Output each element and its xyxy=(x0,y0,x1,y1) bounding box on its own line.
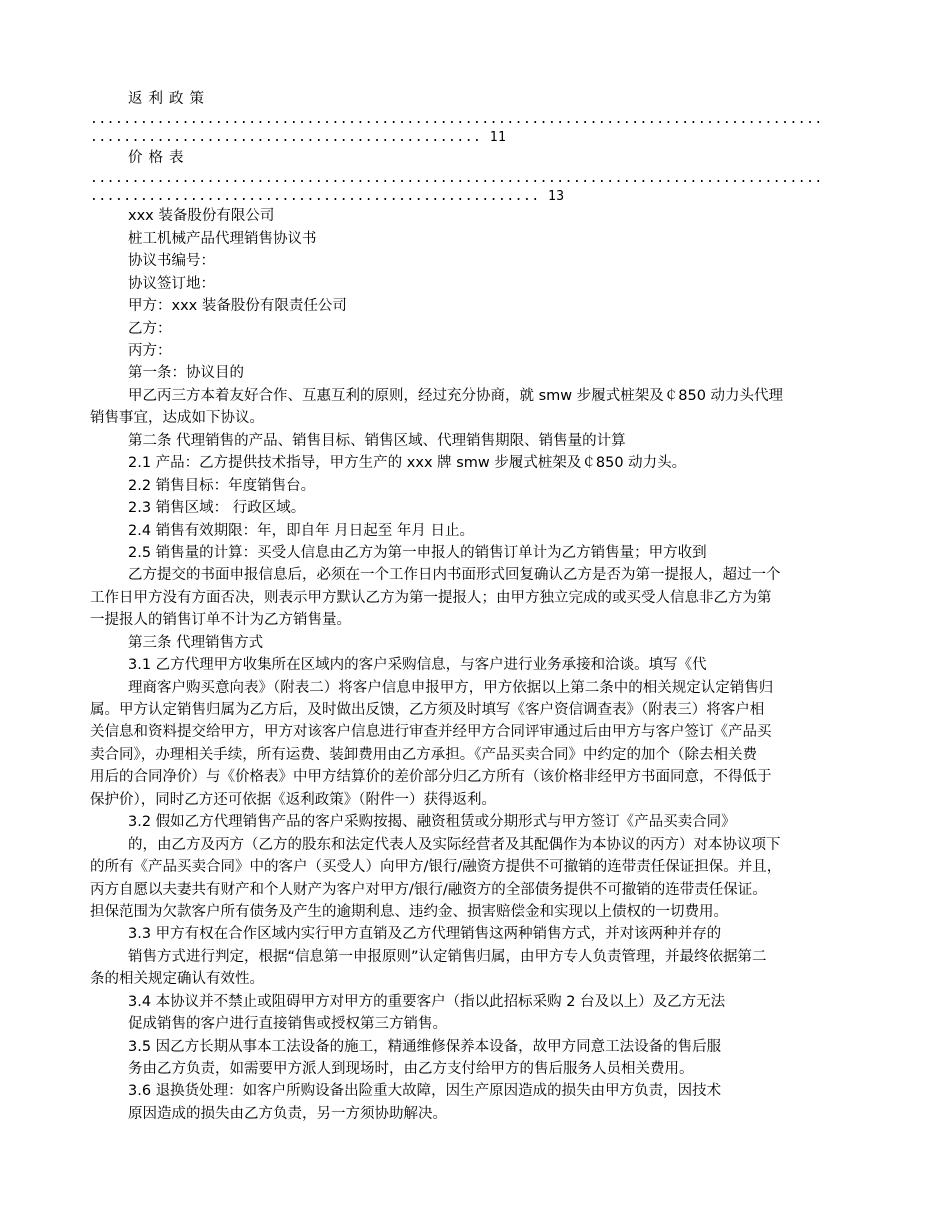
paragraph-line: 乙方提交的书面申报信息后，必须在一个工作日内书面形式回复确认乙方是否为第一提报人，超过一个 xyxy=(128,567,781,583)
clause-3-4: 3.4 本协议并不禁止或阻碍甲方对甲方的重要客户（指以此招标采购 2 台及以上）及乙方无法 xyxy=(128,994,726,1010)
toc-title-price-list: 价格表 xyxy=(128,150,190,166)
agreement-number-label: 协议书编号： xyxy=(128,253,215,269)
clause-3-5: 3.5 因乙方长期从事本工法设备的施工，精通维修保养本设备，故甲方同意工法设备的售后服 xyxy=(128,1039,722,1055)
paragraph-line: 属。甲方认定销售归属为乙方后，及时做出反馈，乙方须及时填写《客户资信调查表》（附表三）将客户相 xyxy=(90,702,765,718)
clause-2-3: 2.3 销售区域： 行政区域。 xyxy=(128,500,306,516)
clause-2-2: 2.2 销售目标：年度销售台。 xyxy=(128,478,316,494)
paragraph-line: 保护价），同时乙方还可依据《返利政策》（附件一）获得返利。 xyxy=(90,792,496,808)
article-1-heading: 第一条：协议目的 xyxy=(128,365,244,381)
clause-2-4: 2.4 销售有效期限：年，即自年 月日起至 年月 日止。 xyxy=(128,523,474,539)
paragraph-line: 的所有《产品买卖合同》中的客户（买受人）向甲方/银行/融资方提供不可撤销的连带责任保证担保。并且， xyxy=(90,859,782,875)
toc-page-number: 11 xyxy=(489,130,507,145)
paragraph-line: 原因造成的损失由乙方负责，另一方须协助解决。 xyxy=(128,1106,447,1122)
paragraph-line: 理商客户购买意向表》（附表二）将客户信息申报甲方，甲方依据以上第二条中的相关规定认定销售归 xyxy=(128,680,774,696)
paragraph-line: 销售事宜，达成如下协议。 xyxy=(90,410,264,426)
paragraph-line: 用后的合同净价）与《价格表》中甲方结算价的差价部分归乙方所有（该价格非经甲方书面同意，不得低于 xyxy=(90,769,772,785)
paragraph-line: 销售方式进行判定，根据“信息第一申报原则”认定销售归属，由甲方专人负责管理，并最终依据第二 xyxy=(128,949,767,965)
document-title: 桩工机械产品代理销售协议书 xyxy=(128,231,317,247)
signing-place-label: 协议签订地： xyxy=(128,276,215,292)
paragraph-line: 一提报人的销售订单不计为乙方销售量。 xyxy=(90,612,351,628)
paragraph-line: 甲乙丙三方本着友好合作、互惠互利的原则，经过充分协商，就 smw 步履式桩架及￠850 动力头代理 xyxy=(128,388,784,404)
paragraph-line: 的，由乙方及丙方（乙方的股东和法定代表人及实际经营者及其配偶作为本协议的丙方）对本协议项下 xyxy=(128,837,781,853)
clause-3-3: 3.3 甲方有权在合作区域内实行甲方直销及乙方代理销售这两种销售方式，并对该两种并存的 xyxy=(128,926,722,942)
toc-title-rebate-policy: 返利政策 xyxy=(128,91,210,107)
party-b: 乙方： xyxy=(128,321,172,337)
clause-3-1: 3.1 乙方代理甲方收集所在区域内的客户采购信息，与客户进行业务承接和洽谈。填写《代 xyxy=(128,657,707,673)
toc-leader-line: ........................................................................................ xyxy=(90,112,823,127)
party-a: 甲方：xxx 装备股份有限责任公司 xyxy=(128,298,347,314)
paragraph-line: 担保范围为欠款客户所有债务及产生的逾期利息、违约金、损害赔偿金和实现以上债权的一切费用。 xyxy=(90,904,728,920)
clause-2-5: 2.5 销售量的计算：买受人信息由乙方为第一申报人的销售订单计为乙方销售量；甲方收到 xyxy=(128,545,707,561)
toc-leader-line: ........................................................................................ xyxy=(90,171,823,186)
paragraph-line: 工作日甲方没有方面否决，则表示甲方默认乙方为第一提报人；由甲方独立完成的或买受人信息非乙方为第 xyxy=(90,590,772,606)
clause-3-6: 3.6 退换货处理：如客户所购设备出险重大故障，因生产原因造成的损失由甲方负责，因技术 xyxy=(128,1083,722,1099)
company-name: xxx 装备股份有限公司 xyxy=(128,208,275,224)
paragraph-line: 条的相关规定确认有效性。 xyxy=(90,971,264,987)
paragraph-line: 促成销售的客户进行直接销售或授权第三方销售。 xyxy=(128,1016,447,1032)
article-3-heading: 第三条 代理销售方式 xyxy=(128,635,264,651)
paragraph-line: 务由乙方负责，如需要甲方派人到现场时，由乙方支付给甲方的售后服务人员相关费用。 xyxy=(128,1061,694,1077)
paragraph-line: 关信息和资料提交给甲方，甲方对该客户信息进行审查并经甲方合同评审通过后由甲方与客户签订《产品买 xyxy=(90,724,772,740)
clause-3-2: 3.2 假如乙方代理销售产品的客户采购按揭、融资租赁或分期形式与甲方签订《产品买卖合同》 xyxy=(128,814,736,830)
paragraph-line: 卖合同》，办理相关手续，所有运费、装卸费用由乙方承担。《产品买卖合同》中约定的加个（除去相关费 xyxy=(90,747,757,763)
toc-leader: ...................................................... xyxy=(90,189,540,204)
clause-2-1: 2.1 产品：乙方提供技术指导，甲方生产的 xxx 牌 smw 步履式桩架及￠850 动力头。 xyxy=(128,455,687,471)
party-c: 丙方： xyxy=(128,343,172,359)
paragraph-line: 丙方自愿以夫妻共有财产和个人财产为客户对甲方/银行/融资方的全部债务提供不可撤销的连带责任保证。 xyxy=(90,882,767,898)
toc-leader-line-end xyxy=(90,127,865,149)
toc-leader: ............................................... xyxy=(90,130,482,145)
toc-page-number: 13 xyxy=(547,189,565,204)
article-2-heading: 第二条 代理销售的产品、销售目标、销售区域、代理销售期限、销售量的计算 xyxy=(128,433,626,449)
